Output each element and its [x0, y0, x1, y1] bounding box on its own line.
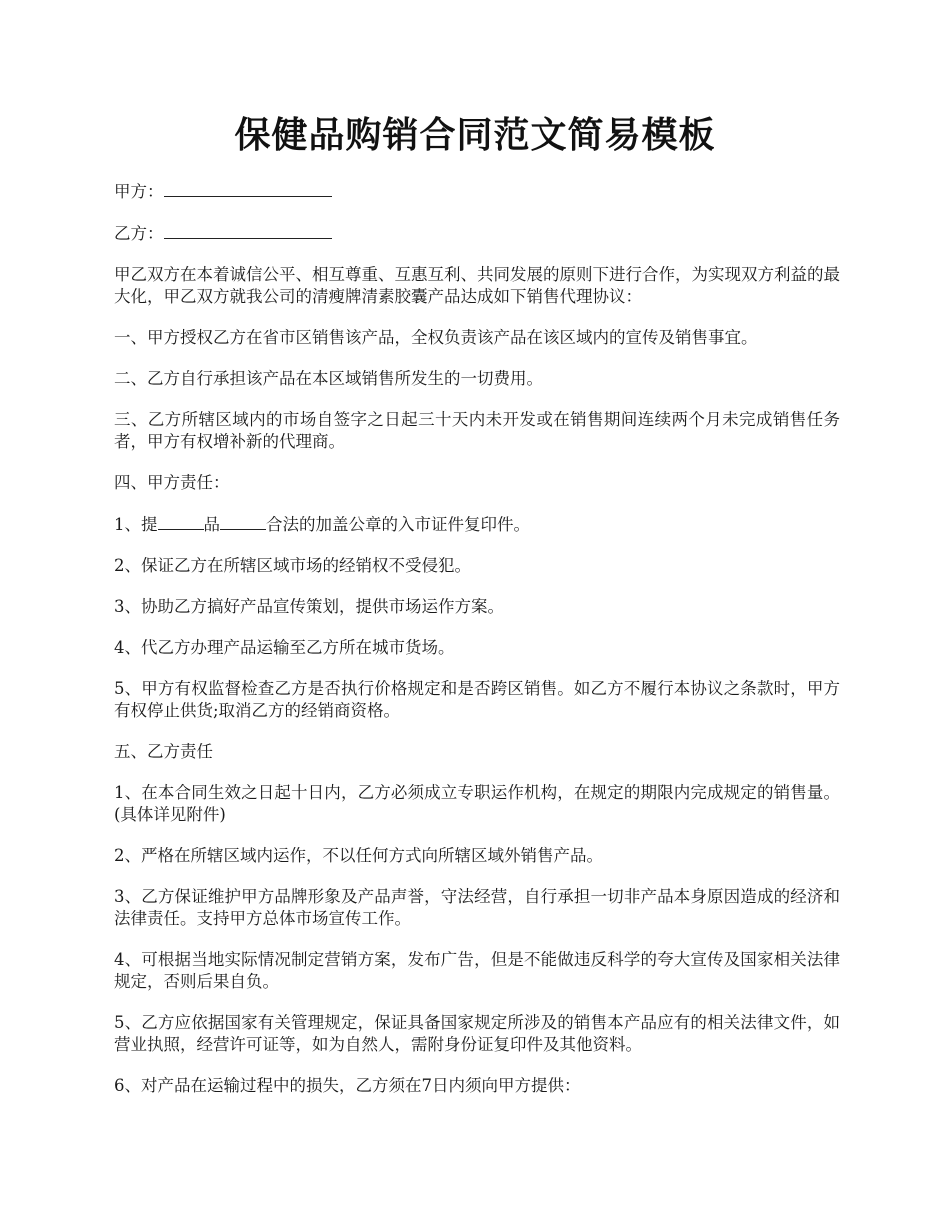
party-b-line [114, 222, 840, 245]
clause-1: 一、甲方授权乙方在省市区销售该产品，全权负责该产品在该区域内的宣传及销售事宜。 [114, 328, 758, 347]
party-a-duty-2: 2、保证乙方在所辖区域市场的经销权不受侵犯。 [114, 556, 471, 575]
party-b-blank [164, 222, 332, 239]
party-a-blank [164, 180, 332, 197]
intro-paragraph: 甲乙双方在本着诚信公平、相互尊重、互惠互利、共同发展的原则下进行合作，为实现双方利益的最大化，甲乙双方就我公司的清瘦牌清素胶囊产品达成如下销售代理协议： [114, 265, 840, 306]
party-b-label: 乙方： [114, 224, 164, 243]
clause-3: 三、乙方所辖区域内的市场自签字之日起三十天内未开发或在销售期间连续两个月未完成销售任务者，甲方有权增补新的代理商。 [114, 410, 840, 451]
party-a-duty-4: 4、代乙方办理产品运输至乙方所在城市货场。 [114, 638, 455, 657]
document-title: 保健品购销合同范文简易模板 [234, 114, 716, 156]
clause-5-heading: 五、乙方责任 [114, 742, 213, 761]
document-body [114, 180, 840, 1116]
duty-1-blank-1 [158, 513, 204, 530]
party-b-duty-4: 4、可根据当地实际情况制定营销方案，发布广告，但是不能做违反科学的夸大宣传及国家相关法律规定，否则后果自负。 [114, 950, 840, 991]
party-a-line [114, 180, 840, 203]
party-b-duty-6: 6、对产品在运输过程中的损失，乙方须在7日内须向甲方提供： [114, 1076, 581, 1095]
party-b-duty-5: 5、乙方应依据国家有关管理规定，保证具备国家规定所涉及的销售本产品应有的相关法律文件，如营业执照，经营许可证等，如为自然人，需附身份证复印件及其他资料。 [114, 1013, 840, 1054]
clause-2: 二、乙方自行承担该产品在本区域销售所发生的一切费用。 [114, 369, 543, 388]
party-a-label: 甲方： [114, 182, 164, 201]
party-a-duty-1 [114, 513, 840, 536]
party-b-duty-3: 3、乙方保证维护甲方品牌形象及产品声誉，守法经营，自行承担一切非产品本身原因造成的经济和法律责任。支持甲方总体市场宣传工作。 [114, 887, 840, 928]
duty-1-part-1: 1、提 [114, 515, 158, 534]
party-b-duty-1: 1、在本合同生效之日起十日内，乙方必须成立专职运作机构，在规定的期限内完成规定的销售量。(具体详见附件) [114, 783, 840, 824]
clause-4-heading: 四、甲方责任： [114, 473, 230, 492]
duty-1-blank-2 [220, 513, 266, 530]
duty-1-part-2: 品 [203, 515, 220, 534]
duty-1-part-3: 合法的加盖公章的入市证件复印件。 [266, 515, 530, 534]
party-a-duty-5: 5、甲方有权监督检查乙方是否执行价格规定和是否跨区销售。如乙方不履行本协议之条款时，甲方有权停止供货;取消乙方的经销商资格。 [114, 679, 840, 720]
party-a-duty-3: 3、协助乙方搞好产品宣传策划，提供市场运作方案。 [114, 597, 504, 616]
party-b-duty-2: 2、严格在所辖区域内运作，不以任何方式向所辖区域外销售产品。 [114, 846, 603, 865]
